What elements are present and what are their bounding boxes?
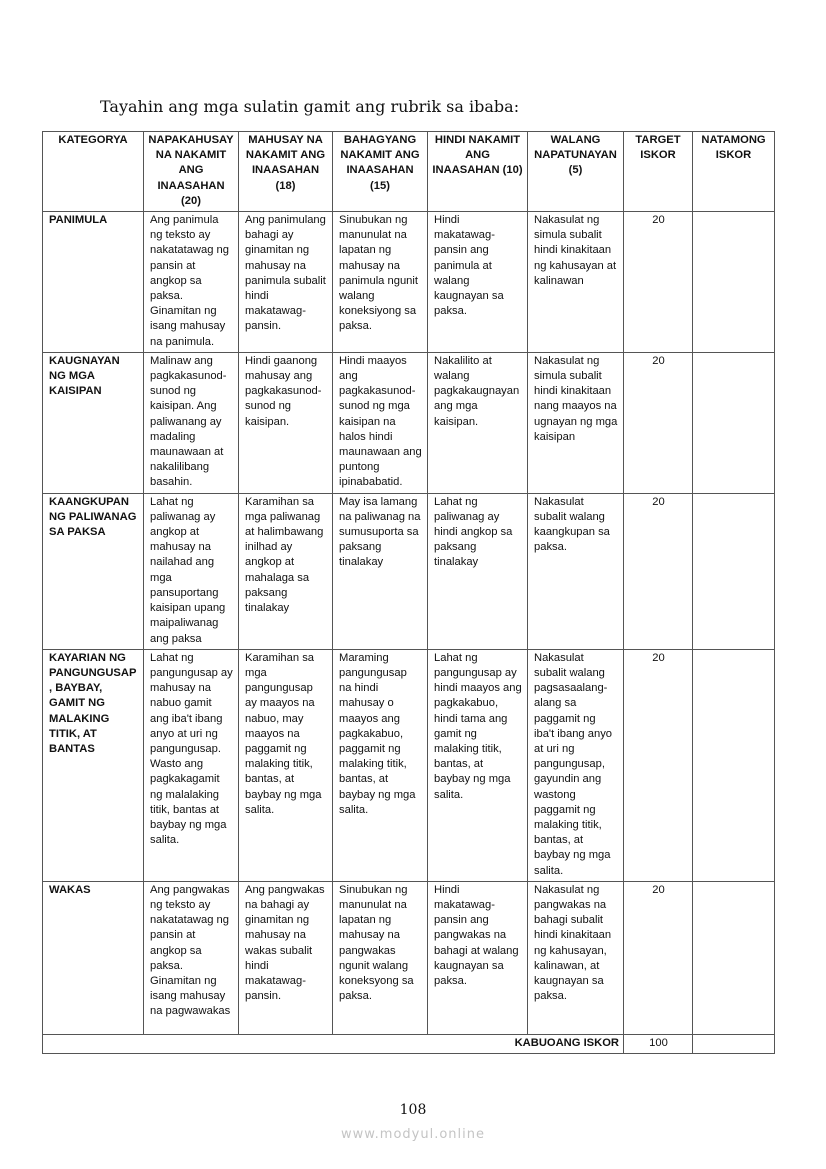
header-very-good: MAHUSAY NA NAKAMIT ANG INAASAHAN (18) [239, 132, 333, 212]
total-label: KABUOANG ISKOR [43, 1034, 624, 1053]
table-cell: Nakasulat ng simula subalit hindi kinakitaan nang maayos na ugnayan ng mga kaisipan [528, 352, 624, 493]
achieved-score-cell[interactable] [693, 649, 775, 881]
table-cell: Ang pangwakas ng teksto ay nakatatawag ng pansin at angkop sa paksa. Ginamitan ng isang mahusay na pagwawakas [144, 881, 239, 1034]
header-unproven: WALANG NAPATUNAYAN (5) [528, 132, 624, 212]
page-number: 108 [399, 1102, 427, 1118]
achieved-score-cell[interactable] [693, 212, 775, 353]
target-score: 20 [624, 493, 693, 649]
header-achieved-score: NATAMONG ISKOR [693, 132, 775, 212]
target-score: 20 [624, 881, 693, 1034]
header-row [43, 132, 775, 212]
target-score: 20 [624, 649, 693, 881]
table-row [43, 649, 775, 881]
target-score: 20 [624, 212, 693, 353]
header-partial: BAHAGYANG NAKAMIT ANG INAASAHAN (15) [333, 132, 428, 212]
table-row [43, 493, 775, 649]
table-cell: Hindi makatawag-pansin ang panimula at walang kaugnayan sa paksa. [428, 212, 528, 353]
table-cell: May isa lamang na paliwanag na sumusuporta sa paksang tinalakay [333, 493, 428, 649]
table-cell: Ang panimula ng teksto ay nakatatawag ng pansin at angkop sa paksa. Ginamitan ng isang mahusay na panimula. [144, 212, 239, 353]
table-cell: Karamihan sa mga pangungusap ay maayos na nabuo, may maayos na paggamit ng malaking titik, bantas, at baybay ng mga salita. [239, 649, 333, 881]
table-cell: Nakasulat ng simula subalit hindi kinakitaan ng kahusayan at kalinawan [528, 212, 624, 353]
table-cell: Lahat ng paliwanag ay hindi angkop sa paksang tinalakay [428, 493, 528, 649]
row-category: KAYARIAN NG PANGUNGUSAP, BAYBAY, GAMIT NG MALAKING TITIK, AT BANTAS [43, 649, 144, 881]
watermark: www.modyul.online [340, 1127, 486, 1142]
header-category: KATEGORYA [43, 132, 144, 212]
table-cell: Lahat ng pangungusap ay hindi maayos ang pagkakabuo, hindi tama ang gamit ng malaking titik, bantas, at baybay ng mga salita. [428, 649, 528, 881]
table-cell: Nakasulat ng pangwakas na bahagi subalit hindi kinakitaan ng kahusayan, kalinawan, at kaugnayan sa paksa. [528, 881, 624, 1034]
achieved-score-cell[interactable] [693, 881, 775, 1034]
table-cell: Karamihan sa mga paliwanag at halimbawang inilhad ay angkop at mahalaga sa paksang tinalakay [239, 493, 333, 649]
table-row [43, 352, 775, 493]
achieved-score-cell[interactable] [693, 493, 775, 649]
table-cell: Lahat ng pangungusap ay mahusay na nabuo gamit ang iba't ibang anyo at uri ng pangungusap. Wasto ang pagkakagamit ng malalaking titik, bantas at baybay ng mga salita. [144, 649, 239, 881]
row-category: KAANGKUPAN NG PALIWANAG SA PAKSA [43, 493, 144, 649]
achieved-score-cell[interactable] [693, 352, 775, 493]
table-cell: Hindi makatawag-pansin ang pangwakas na bahagi at walang kaugnayan sa paksa. [428, 881, 528, 1034]
table-cell: Sinubukan ng manunulat na lapatan ng mahusay na pangwakas ngunit walang koneksyong sa paksa. [333, 881, 428, 1034]
header-target-score: TARGET ISKOR [624, 132, 693, 212]
header-not-achieved: HINDI NAKAMIT ANG INAASAHAN (10) [428, 132, 528, 212]
table-cell: Ang pangwakas na bahagi ay ginamitan ng mahusay na wakas subalit hindi makatawag-pansin. [239, 881, 333, 1034]
table-cell: Sinubukan ng manunulat na lapatan ng mahusay na panimula ngunit walang koneksiyong sa paksa. [333, 212, 428, 353]
table-cell: Malinaw ang pagkakasunod-sunod ng kaisipan. Ang paliwanang ay madaling maunawaan at nakalilibang basahin. [144, 352, 239, 493]
table-row [43, 212, 775, 353]
table-cell: Nakalilito at walang pagkakaugnayan ang mga kaisipan. [428, 352, 528, 493]
table-cell: Hindi gaanong mahusay ang pagkakasunod-sunod ng kaisipan. [239, 352, 333, 493]
total-target-score: 100 [624, 1034, 693, 1053]
rubric-table [42, 131, 775, 1054]
total-achieved-score-cell[interactable] [693, 1034, 775, 1053]
row-category: KAUGNAYAN NG MGA KAISIPAN [43, 352, 144, 493]
table-cell: Ang panimulang bahagi ay ginamitan ng mahusay na panimula subalit hindi makatawag-pansin. [239, 212, 333, 353]
instruction-text: Tayahin ang mga sulatin gamit ang rubrik sa ibaba: [100, 97, 520, 116]
target-score: 20 [624, 352, 693, 493]
table-cell: Maraming pangungusap na hindi mahusay o maayos ang pagkakabuo, paggamit ng malaking titik, bantas, at baybay ng mga salita. [333, 649, 428, 881]
total-row [43, 1034, 775, 1053]
table-cell: Nakasulat subalit walang kaangkupan sa paksa. [528, 493, 624, 649]
row-category: WAKAS [43, 881, 144, 1034]
table-row [43, 881, 775, 1034]
table-cell: Hindi maayos ang pagkakasunod-sunod ng mga kaisipan na halos hindi maunawaan ang puntong ipinababatid. [333, 352, 428, 493]
table-cell: Nakasulat subalit walang pagsasaalang-alang sa paggamit ng iba't ibang anyo at uri ng pangungusap, gayundin ang wastong paggamit ng malaking titik, bantas, at baybay ng mga salita. [528, 649, 624, 881]
table-cell: Lahat ng paliwanag ay angkop at mahusay na nailahad ang mga pansuportang kaisipan upang maipaliwanag ang paksa [144, 493, 239, 649]
header-excellent: NAPAKAHUSAY NA NAKAMIT ANG INAASAHAN (20) [144, 132, 239, 212]
row-category: PANIMULA [43, 212, 144, 353]
